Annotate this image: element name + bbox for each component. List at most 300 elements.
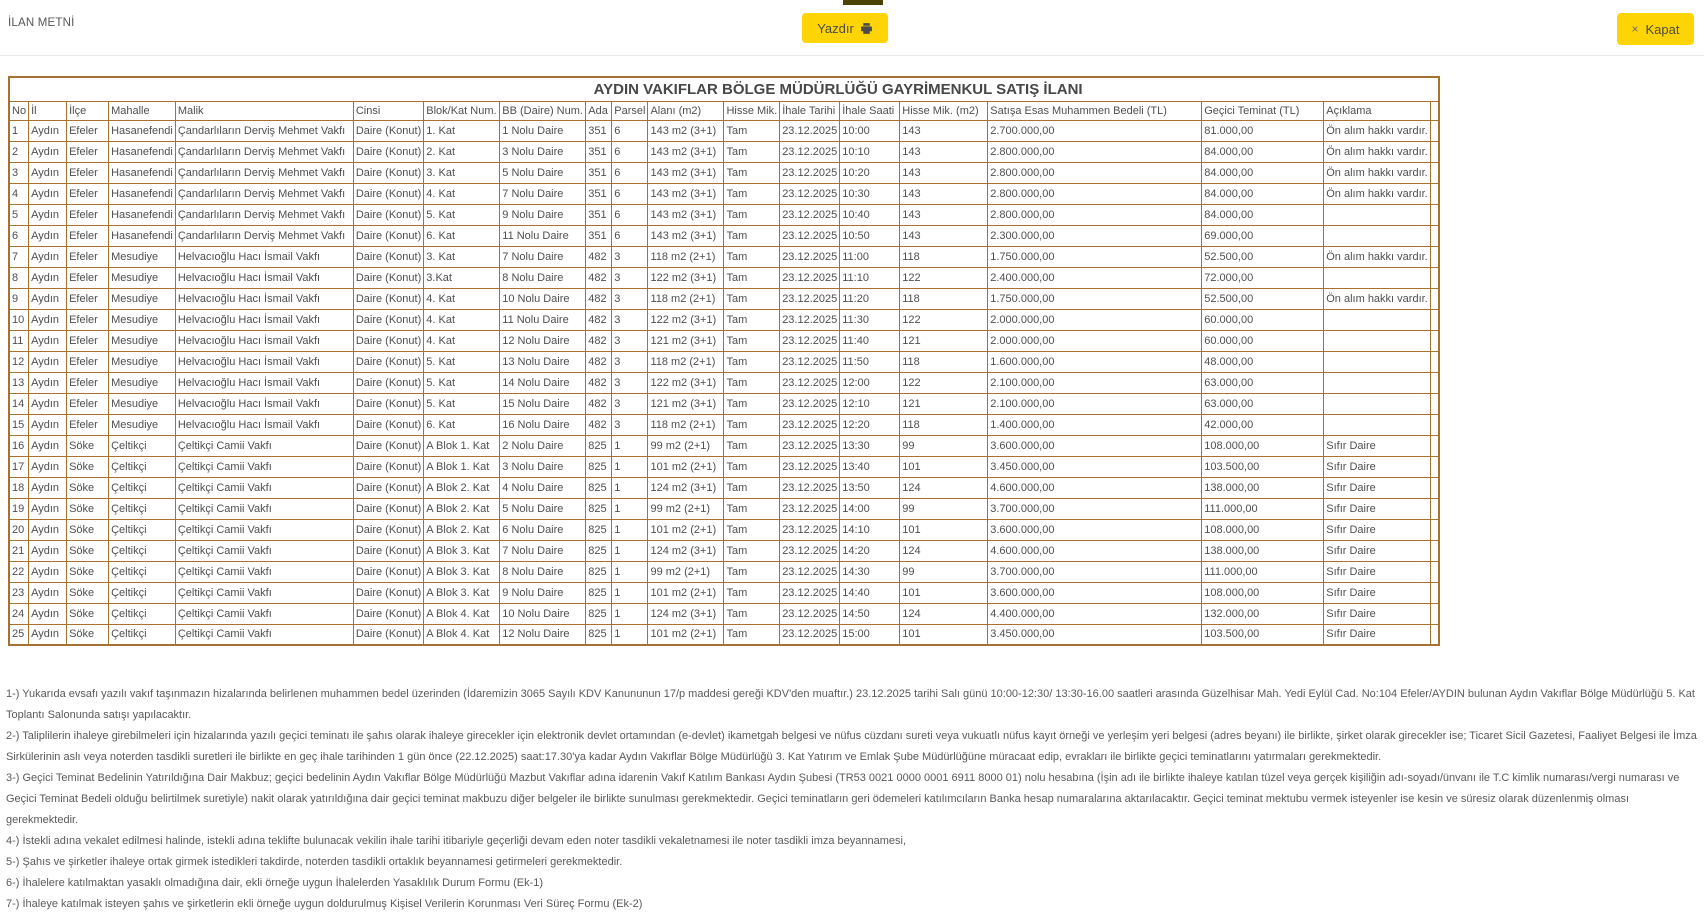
table-cell: Çandarlıların Derviş Mehmet Vakfı [175, 204, 353, 225]
table-cell: 6 Nolu Daire [500, 519, 586, 540]
table-cell: Ön alım hakkı vardır. [1324, 183, 1430, 204]
table-cell: Daire (Konut) [353, 141, 423, 162]
table-cell: Ön alım hakkı vardır. [1324, 288, 1430, 309]
column-header: Satışa Esas Muhammen Bedeli (TL) [988, 101, 1202, 120]
table-cell: Aydın [29, 477, 67, 498]
table-cell: 6. Kat [424, 225, 500, 246]
table-cell: Daire (Konut) [353, 183, 423, 204]
table-cell: 825 [586, 603, 612, 624]
table-cell [1430, 498, 1439, 519]
table-cell [1430, 288, 1439, 309]
table-cell: 3.450.000,00 [988, 456, 1202, 477]
table-cell: 14:50 [840, 603, 900, 624]
table-cell: 3 [612, 288, 648, 309]
table-cell: 5. Kat [424, 204, 500, 225]
table-cell: 3.600.000,00 [988, 582, 1202, 603]
table-cell: Tam [724, 120, 780, 141]
table-row [9, 204, 1439, 225]
table-cell: Mesudiye [109, 309, 176, 330]
table-cell: Tam [724, 561, 780, 582]
table-cell: 23.12.2025 [780, 435, 840, 456]
table-cell: 4. Kat [424, 288, 500, 309]
table-cell: 99 [900, 498, 988, 519]
table-cell: Çeltikçi [109, 624, 176, 645]
table-cell [1430, 540, 1439, 561]
table-row [9, 477, 1439, 498]
table-cell: 351 [586, 141, 612, 162]
table-cell: Efeler [67, 372, 109, 393]
table-cell: Hasanefendi [109, 204, 176, 225]
table-cell: Efeler [67, 393, 109, 414]
table-cell: 63.000,00 [1202, 393, 1324, 414]
table-cell: 482 [586, 351, 612, 372]
table-cell: Efeler [67, 120, 109, 141]
table-cell: Mesudiye [109, 330, 176, 351]
table-cell: A Blok 2. Kat [424, 498, 500, 519]
table-cell: 3 [612, 246, 648, 267]
print-button-label: Yazdır [817, 20, 854, 36]
table-cell: 13:50 [840, 477, 900, 498]
table-cell: Daire (Konut) [353, 603, 423, 624]
table-row [9, 141, 1439, 162]
table-cell: 2.000.000,00 [988, 330, 1202, 351]
column-header: Blok/Kat Num. [424, 101, 500, 120]
table-cell: Tam [724, 435, 780, 456]
table-cell: 60.000,00 [1202, 330, 1324, 351]
table-cell: Efeler [67, 183, 109, 204]
table-cell: 482 [586, 246, 612, 267]
table-cell: Çeltikçi Camii Vakfı [175, 561, 353, 582]
table-cell: 2.400.000,00 [988, 267, 1202, 288]
table-cell: 118 [900, 351, 988, 372]
table-row [9, 246, 1439, 267]
table-cell: 14:00 [840, 498, 900, 519]
table-cell: 124 [900, 540, 988, 561]
table-cell: Aydın [29, 120, 67, 141]
table-row [9, 393, 1439, 414]
table-cell: Söke [67, 582, 109, 603]
table-cell: 111.000,00 [1202, 498, 1324, 519]
table-cell: 11:50 [840, 351, 900, 372]
table-cell: 5. Kat [424, 393, 500, 414]
table-cell: 84.000,00 [1202, 162, 1324, 183]
table-cell: Aydın [29, 246, 67, 267]
table-cell: Daire (Konut) [353, 309, 423, 330]
table-cell: 84.000,00 [1202, 183, 1324, 204]
table-cell: 101 [900, 519, 988, 540]
table-cell: 3 [612, 267, 648, 288]
table-cell: Söke [67, 435, 109, 456]
table-cell: Sıfır Daire [1324, 456, 1430, 477]
table-cell [1430, 330, 1439, 351]
top-tab-indicator [843, 0, 883, 5]
table-cell: Daire (Konut) [353, 498, 423, 519]
table-cell: 23.12.2025 [780, 288, 840, 309]
table-cell: 14:10 [840, 519, 900, 540]
table-cell: 23.12.2025 [780, 582, 840, 603]
listing-table [8, 76, 1440, 646]
table-cell: Tam [724, 540, 780, 561]
table-row [9, 540, 1439, 561]
table-cell: 13:40 [840, 456, 900, 477]
table-cell: 482 [586, 372, 612, 393]
close-button[interactable] [1617, 13, 1694, 45]
table-cell [1430, 477, 1439, 498]
table-cell: 6 [612, 162, 648, 183]
table-cell: 11 Nolu Daire [500, 309, 586, 330]
table-cell: 23.12.2025 [780, 120, 840, 141]
table-cell: Tam [724, 204, 780, 225]
table-cell: Tam [724, 603, 780, 624]
table-cell: 23.12.2025 [780, 351, 840, 372]
table-cell: 11:00 [840, 246, 900, 267]
table-cell: 3 [612, 393, 648, 414]
table-cell: 14:20 [840, 540, 900, 561]
table-cell: 23.12.2025 [780, 456, 840, 477]
table-cell: 1.750.000,00 [988, 246, 1202, 267]
table-cell: 6. Kat [424, 414, 500, 435]
table-cell: 18 [9, 477, 29, 498]
table-cell: A Blok 2. Kat [424, 477, 500, 498]
table-cell: A Blok 3. Kat [424, 582, 500, 603]
note: 6-) İhalelere katılmaktan yasaklı olmadığına dair, ekli örneğe uygun İhalelerden Yasaklılık Durum Formu (Ek-1) [6, 877, 544, 889]
table-cell: 8 Nolu Daire [500, 561, 586, 582]
table-cell: 5. Kat [424, 372, 500, 393]
notes [6, 684, 1700, 915]
table-row [9, 603, 1439, 624]
table-cell: 351 [586, 120, 612, 141]
table-cell: Mesudiye [109, 372, 176, 393]
table-cell: Söke [67, 603, 109, 624]
table-cell: 482 [586, 393, 612, 414]
table-cell: Helvacıoğlu Hacı İsmail Vakfı [175, 267, 353, 288]
table-row [9, 309, 1439, 330]
table-cell: 4 [9, 183, 29, 204]
table-cell: 23.12.2025 [780, 267, 840, 288]
table-row [9, 624, 1439, 645]
column-header: Cinsi [353, 101, 423, 120]
table-cell: Helvacıoğlu Hacı İsmail Vakfı [175, 372, 353, 393]
table-cell: Çandarlıların Derviş Mehmet Vakfı [175, 162, 353, 183]
table-cell: Çeltikçi Camii Vakfı [175, 456, 353, 477]
table-cell: 13:30 [840, 435, 900, 456]
table-cell: Efeler [67, 204, 109, 225]
table-cell: Aydın [29, 561, 67, 582]
table-cell: 48.000,00 [1202, 351, 1324, 372]
table-cell: 3.700.000,00 [988, 498, 1202, 519]
table-cell [1324, 414, 1430, 435]
table-cell: Hasanefendi [109, 183, 176, 204]
table-cell: Aydın [29, 456, 67, 477]
table-cell: Daire (Konut) [353, 519, 423, 540]
table-cell: 10:30 [840, 183, 900, 204]
table-cell: Helvacıoğlu Hacı İsmail Vakfı [175, 351, 353, 372]
table-cell: 6 [612, 120, 648, 141]
table-cell: 23.12.2025 [780, 477, 840, 498]
table-cell: 351 [586, 204, 612, 225]
table-cell: 118 [900, 246, 988, 267]
table-cell: Tam [724, 414, 780, 435]
table-cell: Hasanefendi [109, 225, 176, 246]
table-cell: 825 [586, 540, 612, 561]
table-cell: 23.12.2025 [780, 225, 840, 246]
table-cell: 2.800.000,00 [988, 183, 1202, 204]
table-cell [1324, 225, 1430, 246]
table-cell: 21 [9, 540, 29, 561]
column-header [1430, 101, 1439, 120]
table-cell: 1.400.000,00 [988, 414, 1202, 435]
table-cell: 2.100.000,00 [988, 393, 1202, 414]
table-cell: 6 [612, 141, 648, 162]
table-cell: 1 [612, 477, 648, 498]
table-cell: 23.12.2025 [780, 498, 840, 519]
column-header: İlçe [67, 101, 109, 120]
note: 7-) İhaleye katılmak isteyen şahıs ve şirketlerin ekli örneğe uygun doldurulmuş Kişisel Verilerin Korunması Veri Süreç Formu (Ek-2) [6, 898, 643, 910]
table-cell: 60.000,00 [1202, 309, 1324, 330]
table-cell [1430, 225, 1439, 246]
table-cell: 11 Nolu Daire [500, 225, 586, 246]
table-cell: Efeler [67, 288, 109, 309]
table-cell [1430, 414, 1439, 435]
table-row [9, 162, 1439, 183]
table-cell: 3 [612, 372, 648, 393]
table-cell: 143 [900, 162, 988, 183]
listing-table-container [8, 76, 1704, 646]
table-cell [1430, 267, 1439, 288]
table-cell: 52.500,00 [1202, 288, 1324, 309]
table-cell: Aydın [29, 582, 67, 603]
table-cell: Tam [724, 246, 780, 267]
table-cell: 482 [586, 267, 612, 288]
table-cell: 3 [612, 309, 648, 330]
table-cell: Tam [724, 309, 780, 330]
table-cell: 3 [612, 414, 648, 435]
table-cell: 482 [586, 330, 612, 351]
table-cell: Hasanefendi [109, 141, 176, 162]
table-cell: 6 [612, 225, 648, 246]
table-cell: Sıfır Daire [1324, 435, 1430, 456]
table-cell: Tam [724, 372, 780, 393]
table-cell: 25 [9, 624, 29, 645]
table-cell: 81.000,00 [1202, 120, 1324, 141]
table-cell: 118 m2 (2+1) [648, 414, 724, 435]
table-cell: Daire (Konut) [353, 120, 423, 141]
table-cell: 143 [900, 204, 988, 225]
note: 1-) Yukarıda evsafı yazılı vakıf taşınmazın hizalarında belirlenen muhammen bedel üzerinden (İdaremizin 3065 Sayılı KDV Kanununun 17/p maddesi gereği KDV'den muaftır.) 23.12.2025 tarihi Salı günü 10:00-12:30/ 13:30-16.00 saatleri arasında Güzelhisar Mah. Yedi Eylül Cad. No:104 Efeler/AYDIN bulunan Aydın Vakıflar Bölge Müdürlüğü 5. Kat Toplantı Salonunda satışı yapılacaktır. [6, 688, 1695, 721]
table-cell: Aydın [29, 372, 67, 393]
table-cell: 4.400.000,00 [988, 603, 1202, 624]
table-cell: Sıfır Daire [1324, 498, 1430, 519]
table-cell: 825 [586, 498, 612, 519]
table-cell: 15 [9, 414, 29, 435]
table-cell: 84.000,00 [1202, 204, 1324, 225]
table-cell: 4. Kat [424, 330, 500, 351]
table-cell: Çeltikçi Camii Vakfı [175, 477, 353, 498]
table-cell: Sıfır Daire [1324, 624, 1430, 645]
table-cell [1430, 351, 1439, 372]
table-cell: Tam [724, 393, 780, 414]
table-cell: Efeler [67, 141, 109, 162]
table-cell: Mesudiye [109, 267, 176, 288]
table-row [9, 267, 1439, 288]
table-cell [1430, 603, 1439, 624]
table-cell: 10 Nolu Daire [500, 603, 586, 624]
print-button[interactable] [802, 13, 888, 43]
table-cell: Çeltikçi [109, 540, 176, 561]
table-cell: 23 [9, 582, 29, 603]
table-cell: 143 m2 (3+1) [648, 141, 724, 162]
table-cell: 1 [612, 519, 648, 540]
table-cell: 9 [9, 288, 29, 309]
table-cell: 99 [900, 561, 988, 582]
table-body [9, 120, 1439, 645]
column-header: İl [29, 101, 67, 120]
table-cell: Çeltikçi Camii Vakfı [175, 582, 353, 603]
table-row [9, 561, 1439, 582]
table-cell: Tam [724, 351, 780, 372]
table-cell: 351 [586, 183, 612, 204]
table-cell: Çeltikçi Camii Vakfı [175, 519, 353, 540]
table-cell: Efeler [67, 246, 109, 267]
column-header: No [9, 101, 29, 120]
table-cell: Aydın [29, 204, 67, 225]
table-cell: 23.12.2025 [780, 141, 840, 162]
table-cell [1324, 309, 1430, 330]
table-cell: Daire (Konut) [353, 267, 423, 288]
table-cell: 825 [586, 456, 612, 477]
table-cell: Tam [724, 582, 780, 603]
table-row [9, 414, 1439, 435]
table-row [9, 372, 1439, 393]
table-cell: Daire (Konut) [353, 162, 423, 183]
table-cell: 63.000,00 [1202, 372, 1324, 393]
table-cell [1430, 435, 1439, 456]
table-cell: 1 [612, 435, 648, 456]
table-cell: A Blok 4. Kat [424, 624, 500, 645]
table-row [9, 435, 1439, 456]
table-cell: 23.12.2025 [780, 183, 840, 204]
table-cell: 7 [9, 246, 29, 267]
table-cell: 2 [9, 141, 29, 162]
table-cell: 3.600.000,00 [988, 435, 1202, 456]
table-cell: 69.000,00 [1202, 225, 1324, 246]
table-cell: Tam [724, 330, 780, 351]
table-cell: 825 [586, 561, 612, 582]
table-cell: Efeler [67, 309, 109, 330]
table-cell: 121 m2 (3+1) [648, 393, 724, 414]
table-cell: Çeltikçi [109, 435, 176, 456]
table-cell: Ön alım hakkı vardır. [1324, 246, 1430, 267]
table-cell [1324, 372, 1430, 393]
table-cell: Efeler [67, 162, 109, 183]
table-cell: 12 Nolu Daire [500, 624, 586, 645]
table-row [9, 120, 1439, 141]
table-cell: Aydın [29, 540, 67, 561]
table-cell: 23.12.2025 [780, 561, 840, 582]
table-cell: 103.500,00 [1202, 456, 1324, 477]
table-title: AYDIN VAKIFLAR BÖLGE MÜDÜRLÜĞÜ GAYRİMENKUL SATIŞ İLANI [9, 77, 1439, 101]
table-cell [1430, 204, 1439, 225]
table-cell: Söke [67, 498, 109, 519]
table-cell: Efeler [67, 330, 109, 351]
table-cell: Daire (Konut) [353, 288, 423, 309]
table-cell: Aydın [29, 435, 67, 456]
table-cell: 23.12.2025 [780, 540, 840, 561]
table-cell [1430, 372, 1439, 393]
table-cell: Aydın [29, 414, 67, 435]
table-cell: 2.100.000,00 [988, 372, 1202, 393]
table-cell: 10:10 [840, 141, 900, 162]
page-title: İLAN METNİ [8, 17, 75, 29]
table-cell: 3. Kat [424, 162, 500, 183]
table-cell: 122 [900, 372, 988, 393]
table-cell: 351 [586, 162, 612, 183]
table-cell: 2.800.000,00 [988, 204, 1202, 225]
table-cell: 10:40 [840, 204, 900, 225]
table-row [9, 225, 1439, 246]
table-cell: 143 m2 (3+1) [648, 225, 724, 246]
table-row [9, 351, 1439, 372]
table-cell: 7 Nolu Daire [500, 183, 586, 204]
table-cell: 101 m2 (2+1) [648, 519, 724, 540]
table-cell: Aydın [29, 309, 67, 330]
table-cell: Tam [724, 477, 780, 498]
table-cell: 2.800.000,00 [988, 162, 1202, 183]
table-cell: 2.800.000,00 [988, 141, 1202, 162]
table-cell: Aydın [29, 330, 67, 351]
table-cell: A Blok 4. Kat [424, 603, 500, 624]
table-cell: 14:30 [840, 561, 900, 582]
table-cell: Tam [724, 183, 780, 204]
table-cell: Helvacıoğlu Hacı İsmail Vakfı [175, 330, 353, 351]
note: 2-) Taliplilerin ihaleye girebilmeleri için hizalarında yazılı geçici teminatı ile şahıs olarak ihaleye girecekler için elektronik devlet ortamından (e-devlet) ikametgah belgesi ve nüfus cüzdanı sureti veya vukuatlı nüfus kayıt örneği ve yerleşim yeri belgesi (adres beyanı) ile birlikte, şirket olarak girecekler ise; Ticaret Sicil Gazetesi, Faaliyet Belgesi ile İmza Sirkülerinin aslı veya noterden tasdikli suretleri ile birlikte en geç ihale tarihinden 1 gün önce (22.12.2025) saat:17.30'ya kadar Aydın Vakıflar Bölge Müdürlüğü 3. Kat Yatırım ve Emlak Şube Müdürlüğüne müracaat edip, evrakları ile birlikte geçici teminatlarını yatırmaları gerekmektedir. [6, 730, 1697, 763]
table-cell: 6 [9, 225, 29, 246]
table-cell: Mesudiye [109, 414, 176, 435]
table-row [9, 288, 1439, 309]
table-cell: 10:50 [840, 225, 900, 246]
table-cell: 17 [9, 456, 29, 477]
table-cell: 1 [612, 561, 648, 582]
table-cell: Tam [724, 141, 780, 162]
table-cell: 111.000,00 [1202, 561, 1324, 582]
table-cell: 1 [612, 624, 648, 645]
table-cell: Aydın [29, 498, 67, 519]
table-cell: Söke [67, 561, 109, 582]
table-cell: 23.12.2025 [780, 204, 840, 225]
table-cell: Söke [67, 477, 109, 498]
table-cell: Çeltikçi [109, 582, 176, 603]
table-cell: Mesudiye [109, 288, 176, 309]
table-cell: Efeler [67, 267, 109, 288]
table-cell: Çeltikçi [109, 498, 176, 519]
table-cell: Sıfır Daire [1324, 603, 1430, 624]
table-cell: 99 m2 (2+1) [648, 435, 724, 456]
column-header: İhale Tarihi [780, 101, 840, 120]
table-cell [1324, 204, 1430, 225]
note: 4-) İstekli adına vekalet edilmesi halinde, istekli adına teklifte bulunacak vekilin ihale tarihi itibariyle geçerliği devam eden noter tasdikli vekaletnamesi ile noter tasdikli imza beyannamesi, [6, 835, 907, 847]
table-cell: 143 [900, 120, 988, 141]
table-cell: Mesudiye [109, 393, 176, 414]
table-cell: 11:40 [840, 330, 900, 351]
table-cell: Daire (Konut) [353, 414, 423, 435]
column-header: Ada [586, 101, 612, 120]
table-row [9, 582, 1439, 603]
table-cell: 7 Nolu Daire [500, 540, 586, 561]
table-cell: 482 [586, 414, 612, 435]
table-cell: 3. Kat [424, 246, 500, 267]
table-cell: A Blok 2. Kat [424, 519, 500, 540]
table-cell: 23.12.2025 [780, 519, 840, 540]
